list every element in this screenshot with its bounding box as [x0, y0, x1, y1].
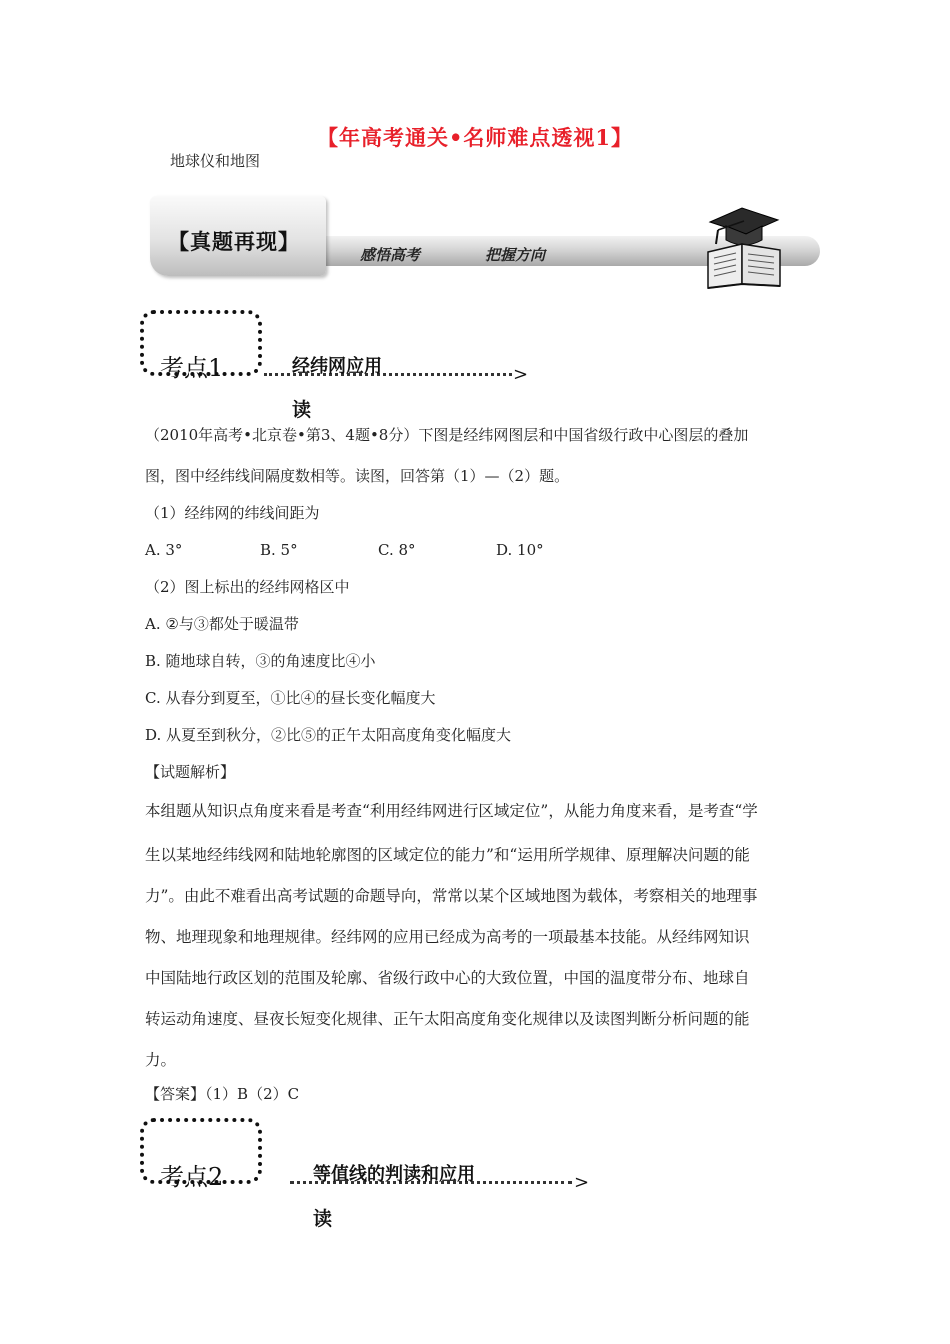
banner-motto-2: 把握方向: [485, 246, 546, 264]
kaodian-2-read: 读: [313, 1208, 333, 1230]
q1-option-a: A. 3°: [145, 541, 183, 559]
section-banner: [150, 196, 678, 278]
book-with-graduation-cap-icon: [700, 200, 788, 290]
analysis-line: 中国陆地行政区划的范围及轮廓、省级行政中心的大致位置，中国的温度带分布、地球自: [145, 969, 750, 987]
q2-option-d: D. 从夏至到秋分，②比⑤的正午太阳高度角变化幅度大: [145, 726, 512, 744]
q2-option-a: A. ②与③都处于暖温带: [145, 615, 299, 633]
page-title: 【年高考通关•名师难点透视1】: [316, 125, 634, 150]
question-intro-line-1: （2010年高考•北京卷•第3、4题•8分）下图是经纬网图层和中国省级行政中心图层的叠加: [145, 426, 749, 444]
kaodian-2-label: 考点2: [160, 1163, 224, 1191]
analysis-line: 生以某地经纬线网和陆地轮廓图的区域定位的能力”和“运用所学规律、原理解决问题的能: [145, 846, 750, 864]
banner-tab-label: 【真题再现】: [168, 229, 300, 254]
kaodian-1-read: 读: [292, 399, 312, 421]
q1-option-c: C. 8°: [378, 541, 416, 559]
analysis-heading: 【试题解析】: [145, 763, 236, 781]
analysis-line: 转运动角速度、昼夜长短变化规律、正午太阳高度角变化规律以及读图判断分析问题的能: [145, 1010, 750, 1028]
kaodian-1-label: 考点1: [160, 354, 224, 382]
banner-tab: [150, 196, 326, 276]
kaodian-2-arrow: >: [574, 1172, 590, 1193]
kaodian-1-arrow: >: [513, 364, 529, 385]
kaodian-1-topic: 经纬网应用: [292, 356, 382, 377]
analysis-line: 本组题从知识点角度来看是考查“利用经纬网进行区域定位”，从能力角度来看，是考查“学: [145, 802, 758, 820]
analysis-line: 力”。由此不难看出高考试题的命题导向，常常以某个区域地图为载体，考察相关的地理事: [145, 887, 758, 905]
kaodian-2-topic: 等值线的判读和应用: [313, 1164, 475, 1185]
question-2: （2）图上标出的经纬网格区中: [145, 578, 350, 596]
analysis-line: 力。: [145, 1051, 177, 1069]
question-intro-line-2: 图，图中经纬线间隔度数相等。读图，回答第（1）—（2）题。: [145, 467, 570, 485]
q1-option-d: D. 10°: [496, 541, 544, 559]
question-1: （1）经纬网的纬线间距为: [145, 504, 320, 522]
analysis-line: 物、地理现象和地理规律。经纬网的应用已经成为高考的一项最基本技能。从经纬网知识: [145, 928, 750, 946]
q2-option-c: C. 从春分到夏至，①比④的昼长变化幅度大: [145, 689, 436, 707]
banner-motto-1: 感悟高考: [360, 246, 421, 264]
answer: 【答案】（1）B（2）C: [145, 1085, 300, 1103]
q2-option-b: B. 随地球自转，③的角速度比④小: [145, 652, 376, 670]
q1-option-b: B. 5°: [260, 541, 298, 559]
page-subtitle: 地球仪和地图: [170, 152, 261, 170]
